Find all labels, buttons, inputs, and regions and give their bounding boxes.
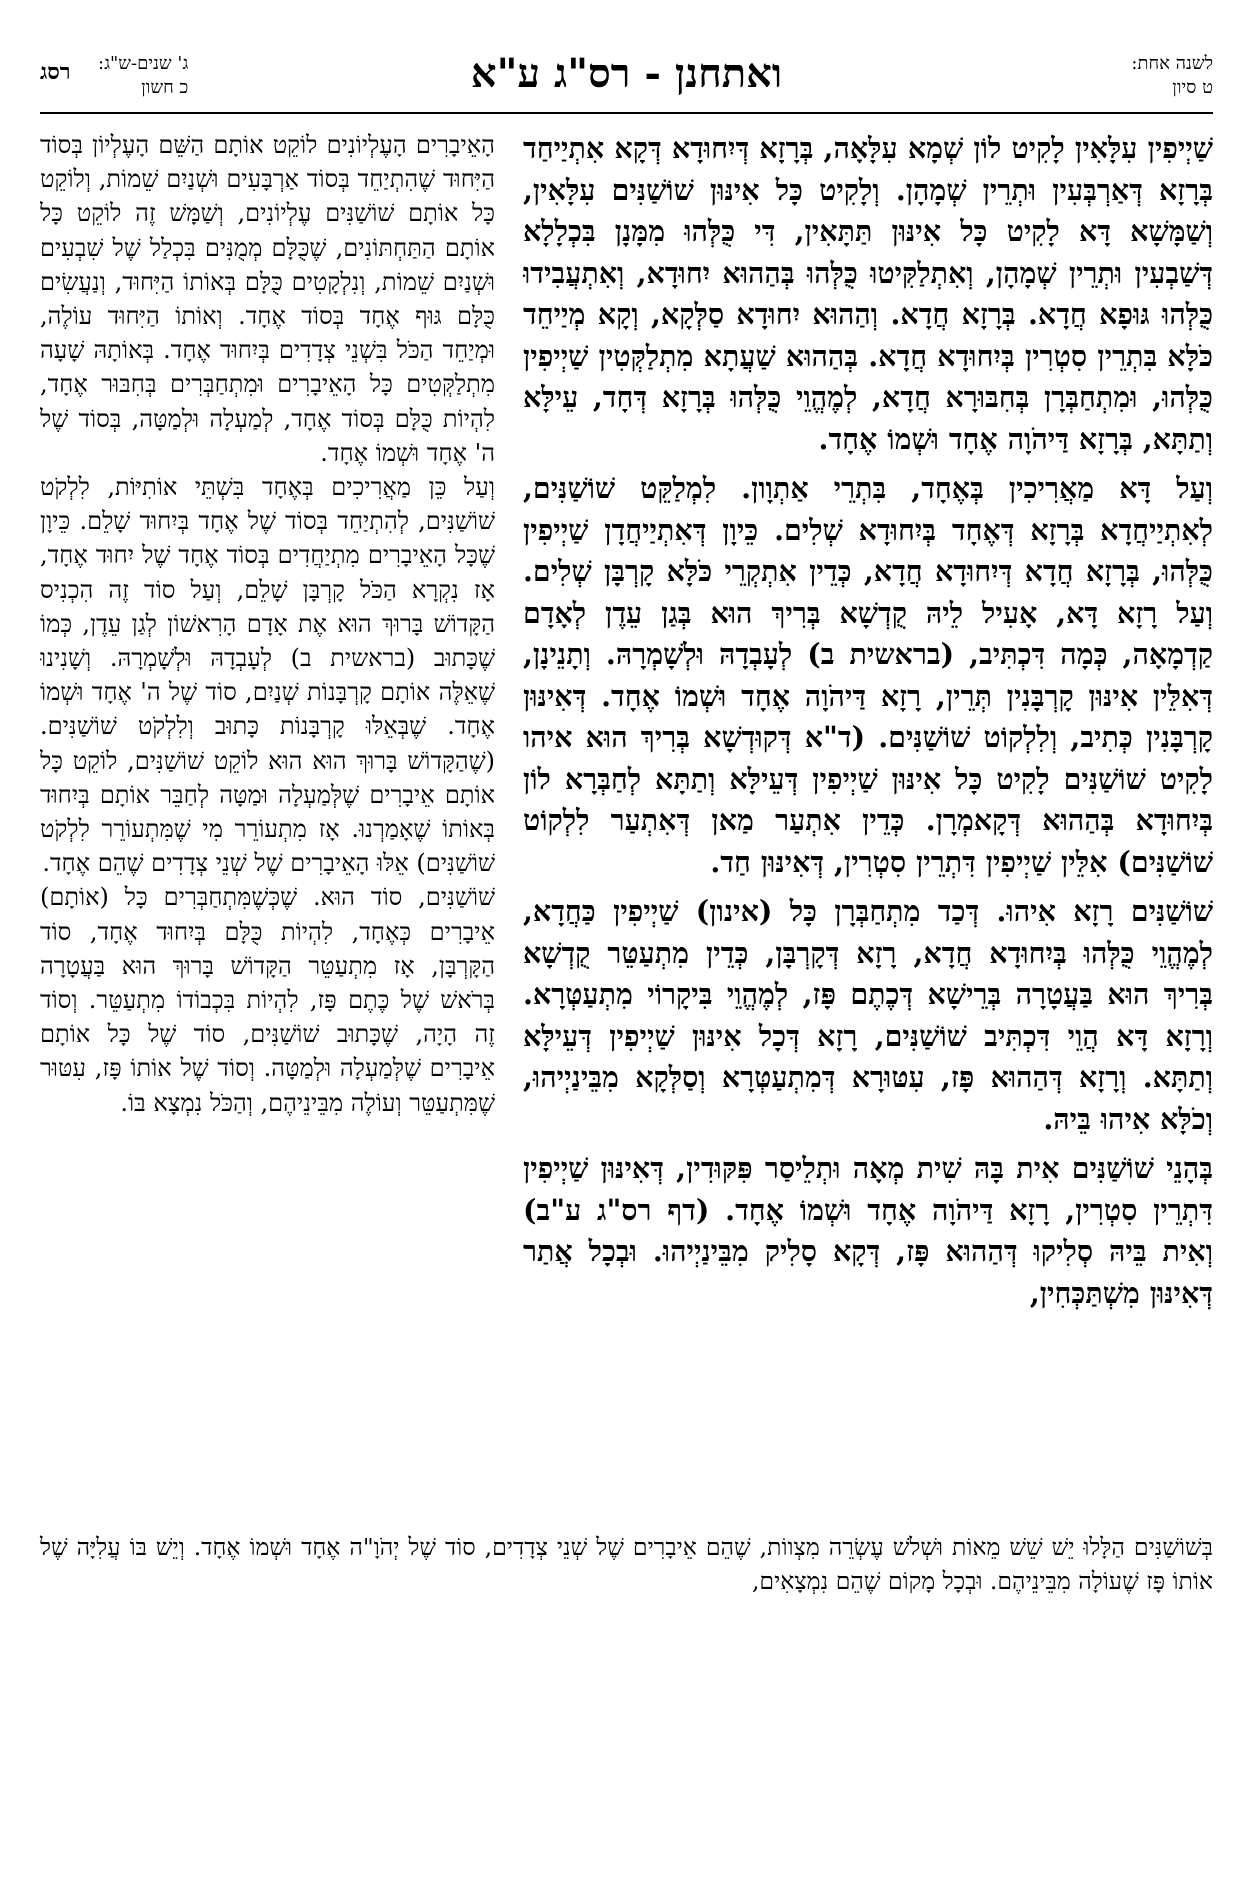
aramaic-column — [523, 128, 1213, 1518]
header-divider — [40, 112, 1213, 114]
hebrew-paragraph-3: שׁוֹשַׁנִּים, סוֹד הוּא. שֶׁכְּשֶׁמִּתְחַבְּרִים כָּל (אוֹתָם) אֵיבָרִים כְּאֶחָד, לִהְיוֹת כֻּלָּם בְּיִחוּד אֶחָד, סוֹד הַקָּרְבָּן, אָז מִתְעַטֵּר הַקָּדוֹשׁ בָּרוּךְ הוּא בַּעֲטָרָה בְּרֹאשׁ שֶׁל כֶּתֶם פָּז, לִהְיוֹת בִּכְבוֹדוֹ מִתְעַטֵּר. וְסוֹד זֶה הָיָה, שֶׁכָּתוּב שׁוֹשַׁנִּים, סוֹד שֶׁל כָּל אוֹתָם אֵיבָרִים שֶׁלְּמַעְלָה וּלְמַטָּה. וְסוֹד שֶׁל אוֹתוֹ פָּז, עִטּוּר שֶׁמִּתְעַטֵּר וְעוֹלֶה מִבֵּינֵיהֶם, וְהַכֹּל נִמְצָא בּוֹ. — [40, 883, 495, 1117]
schedule-left-block — [98, 52, 188, 100]
hebrew-translation-column — [40, 128, 495, 1518]
aramaic-paragraph-2: וְעַל דָּא מַאֲרִיכִין בְּאֶחָד, בִּתְרֵי אַתְוָון. לִמְלַקֵּט שׁוֹשַׁנִּים, לְאִתְיַיחֲדָא בְּרָזָא דְּאֶחָד בְּיִחוּדָא שְׁלִים. כֵּיוָן דְּאִתְיַיחֲדָן שַׁיְיפִין כֻּלְּהוּ, בְּרָזָא חֲדָא דְּיִחוּדָא חֲדָא, כְּדֵין אִתְקְרֵי כֹּלָּא קָרְבָּן שְׁלִים. וְעַל רָזָא דָּא, אָעִיל לֵיהּ קֻדְשָׁא בְּרִיךְ הוּא בְּגַן עֵדֶן לְאָדָם קַדְמָאָה, כְּמָה דִּכְתִּיב, (בראשית ב) לְעָבְדָהּ וּלְשָׁמְרָהּ. וְתָנֵינָן, דְּאִלֵּין אִינּוּן קָרְבָּנִין תְּרֵין, רָזָא דַּיהֹוָה אֶחָד וּשְׁמוֹ אֶחָד. דְּאִינּוּן קָרְבָּנִין כְּתִיב, וְלִלְקוֹט שׁוֹשַׁנִּים. (ד"א דְּקוּדְשָׁא בְּרִיךְ הוּא איהו לָקִיט שׁוֹשַׁנִּים לָקִיט כָּל אִינּוּן שַׁיְיפִין דְּעֵילָּא וְתַתָּא לְחַבְּרָא לוֹן בְּיִחוּדָא בְּהַהוּא דְּקָאמְרָן. כְּדֵין אִתְעַר מַאן דְּאִתְעַר לִלְקוֹט שׁוֹשַׁנִּים) אִלֵּין שַׁיְיפִין דִּתְרֵין סִטְרִין, דְּאִינּוּן חַד. — [523, 471, 1213, 879]
schedule-left-date: כ חשון — [141, 77, 189, 98]
page-title: ואתחנן - רס"ג ע"א — [470, 50, 783, 97]
hebrew-paragraph-1: הָאֵיבָרִים הָעֶלְיוֹנִים לוֹקֵט אוֹתָם הַשֵּׁם הָעֶלְיוֹן בְּסוֹד הַיִּחוּד שֶׁהִתְיַחֵד בְּסוֹד אַרְבָּעִים וּשְׁנַיִם שֵׁמוֹת, וְלוֹקֵט כָּל אוֹתָם שׁוֹשַׁנִּים עֶלְיוֹנִים, וְשַׁמָּשׁ זֶה לוֹקֵט כָּל אוֹתָם הַתַּחְתּוֹנִים, שֶׁכֻּלָּם מְמֻנִּים בִּכְלַל שֶׁל שִׁבְעִים וּשְׁנַיִם שֵׁמוֹת, וְנִלְקָטִים כֻּלָּם בְּאוֹתוֹ הַיִּחוּד, וְנַעֲשִׂים כֻּלָּם גּוּף אֶחָד בְּסוֹד אֶחָד. וְאוֹתוֹ הַיִּחוּד עוֹלֶה, וּמְיַחֵד הַכֹּל בִּשְׁנֵי צְדָדִים בְּיִחוּד אֶחָד. בְּאוֹתָהּ שָׁעָה מִתְלַקְּטִים כָּל הָאֵיבָרִים וּמִתְחַבְּרִים בְּחִבּוּר אֶחָד, לִהְיוֹת כֻּלָּם בְּסוֹד אֶחָד, לְמַעְלָה וּלְמַטָּה, בְּסוֹד שֶׁל ה' אֶחָד וּשְׁמוֹ אֶחָד. — [40, 131, 495, 467]
hebrew-paragraph-2: וְעַל כֵּן מַאֲרִיכִים בְּאֶחָד בִּשְׁתֵּי אוֹתִיּוֹת, לִלְקֹט שׁוֹשַׁנִּים, לְהִתְיַחֵד בְּסוֹד שֶׁל אֶחָד בְּיִחוּד שָׁלֵם. כֵּיוָן שֶׁכָּל הָאֵיבָרִים מִתְיַחֲדִים בְּסוֹד אֶחָד שֶׁל יִחוּד אֶחָד, אָז נִקְרָא הַכֹּל קָרְבָּן שָׁלֵם, וְעַל סוֹד זֶה הִכְנִיס הַקָּדוֹשׁ בָּרוּךְ הוּא אֶת אָדָם הָרִאשׁוֹן לְגַן עֵדֶן, כְּמוֹ שֶׁכָּתוּב (בראשית ב) לְעָבְדָהּ וּלְשָׁמְרָהּ. וְשָׁנִינוּ שֶׁאֵלֶּה אוֹתָם קָרְבָּנוֹת שְׁנַיִם, סוֹד שֶׁל ה' אֶחָד וּשְׁמוֹ אֶחָד. שֶׁבְּאֵלּוּ קָרְבָּנוֹת כָּתוּב וְלִלְקֹט שׁוֹשַׁנִּים. (שֶׁהַקָּדוֹשׁ בָּרוּךְ הוּא הוּא לוֹקֵט שׁוֹשַׁנִּים, לוֹקֵט כָּל אוֹתָם אֵיבָרִים שֶׁלְּמַעְלָה וּמַטָּה לְחַבֵּר אוֹתָם בְּיִחוּד בְּאוֹתוֹ שֶׁאָמַרְנוּ. אָז מִתְעוֹרֵר מִי שֶׁמִּתְעוֹרֵר לִלְקֹט שׁוֹשַׁנִּים) אֵלּוּ הָאֵיבָרִים שֶׁל שְׁנֵי צְדָדִים שֶׁהֵם אֶחָד. — [40, 473, 495, 878]
page-number: רסג — [40, 59, 71, 85]
schedule-label: לשנה אחת: — [1131, 53, 1213, 74]
aramaic-paragraph-1: שַׁיְיפִין עִלָּאִין לָקִיט לוֹן שְׁמָא עִלָּאָה, בְּרָזָא דְּיִחוּדָא דְּקָא אִתְיַיחַד בְּרָזָא דְּאַרְבְּעִין וּתְרֵין שְׁמָהָן. וְלָקִיט כָּל אִינּוּן שׁוֹשַׁנִּים עִלָּאִין, וְשַׁמָּשָׁא דָּא לָקִיט כָּל אִינּוּן תַּתָּאִין, דִּי כֻּלְּהוּ מִמָּנָן בִּכְלָלָא דְּשַׁבְעִין וּתְרֵין שְׁמָהָן, וְאִתְלַקִּיטוּ כֻּלְּהוּ בְּהַהוּא יִחוּדָא, וְאִתְעֲבִידוּ כֻּלְּהוּ גּוּפָא חֲדָא. בְּרָזָא חֲדָא. וְהַהוּא יִחוּדָא סַלְּקָא, וְקָא מְיַיחֵד כֹּלָּא בִּתְרֵין סִטְרִין בְּיִחוּדָא חֲדָא. בְּהַהוּא שַׁעֲתָא מִתְלַקְּטִין שַׁיְיפִין כֻּלְּהוּ, וּמִתְחַבְּרָן בְּחִבּוּרָא חֲדָא, לְמֶהֱוֵי כֻּלְּהוּ בְּרָזָא דְּחָד, עֵילָּא וְתַתָּא, בְּרָזָא דַּיהֹוָה אֶחָד וּשְׁמוֹ אֶחָד. — [523, 131, 1213, 456]
schedule-date: ט סיון — [1172, 77, 1213, 98]
aramaic-paragraph-4: בְּהָנֵי שׁוֹשַׁנִּים אִית בָּהּ שִׁית מְאָה וּתְלֵיסַר פִּקּוּדִין, דְּאִינּוּן שַׁיְיפִין דִּתְרֵין סִטְרִין, רָזָא דַּיהֹוָה אֶחָד וּשְׁמוֹ אֶחָד. (דף רס"ג ע"ב) וְאִית בֵּיהּ סְלִיקוּ דְּהַהוּא פָּז, דְּקָא סָלִיק מִבֵּינַיְיהוּ. וּבְכָל אֲתַר דְּאִינּוּן מִשְׁתַּכְּחִין, — [523, 1151, 1213, 1310]
page-header — [40, 50, 1213, 120]
aramaic-paragraph-3: שׁוֹשַׁנִּים רָזָא אִיהוּ. דְּכַד מִתְחַבְּרָן כָּל (אינון) שַׁיְיפִין כַּחֲדָא, לְמֶהֱוֵי כֻּלְּהוּ בְּיִחוּדָא חֲדָא, רָזָא דְּקָרְבָּן, כְּדֵין מִתְעַטֵּר קֻדְשָׁא בְּרִיךְ הוּא בַּעֲטָרָה בְּרֵישָׁא דְּכֶתֶם פָּז, לְמֶהֱוֵי בִּיקָרוֹי מִתְעַטְּרָא. וְרָזָא דָּא הֲוֵי דִּכְתִּיב שׁוֹשַׁנִּים, רָזָא דְּכָל אִינּוּן שַׁיְיפִין דְּעֵילָּא וְתַתָּא. וְרָזָא דְּהַהוּא פָּז, עִטּוּרָא דְּמִתְעַטְּרָא וְסַלְּקָא מִבֵּינַיְיהוּ, וְכֹלָּא אִיהוּ בֵּיהּ. — [523, 894, 1213, 1136]
schedule-left-label: ג' שנים-ש"ג: — [98, 53, 189, 74]
hebrew-paragraph-4: בְּשׁוֹשַׁנִּים הַלָּלוּ יֵשׁ שֵׁשׁ מֵאוֹת וּשְׁלֹשׁ עֶשְׂרֵה מִצְווֹת, שֶׁהֵם אֵיבָרִים שֶׁל שְׁנֵי צְדָדִים, סוֹד שֶׁל יְהֹוָ"ה אֶחָד וּשְׁמוֹ אֶחָד. וְיֵשׁ בּוֹ עֲלִיָּה שֶׁל אוֹתוֹ פָּז שֶׁעוֹלָה מִבֵּינֵיהֶם. וּבְכָל מָקוֹם שֶׁהֵם נִמְצָאִים, — [40, 1533, 1213, 1595]
hebrew-continuation — [40, 1530, 1213, 1598]
